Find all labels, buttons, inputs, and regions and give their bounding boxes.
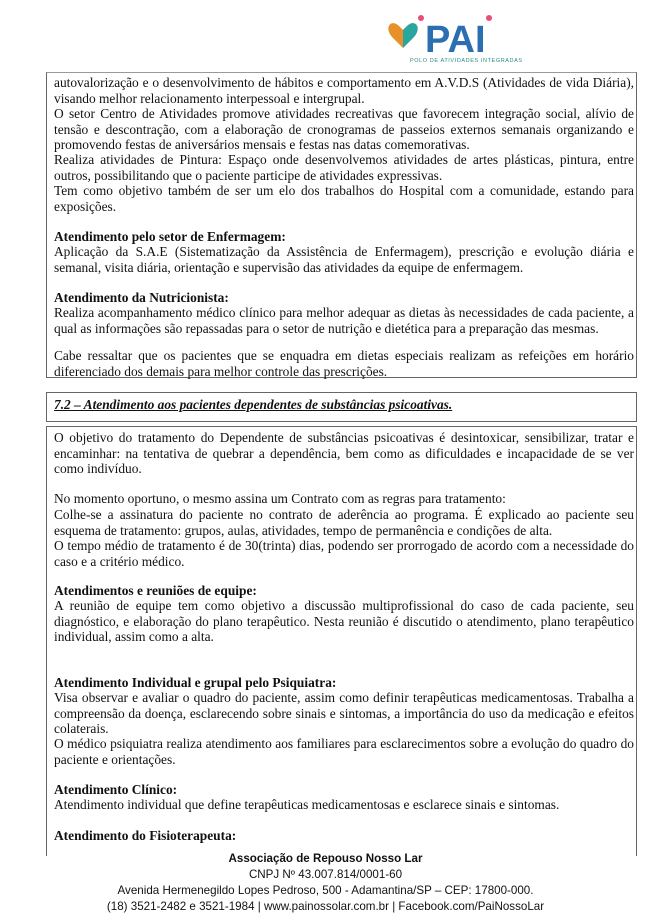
- paragraph: Realiza atividades de Pintura: Espaço onde desenvolvemos atividades de artes plásticas, pintura, entre outros, possibilitando que o paciente participe de atividades expressivas.: [54, 152, 634, 183]
- paragraph: O médico psiquiatra realiza atendimento aos familiares para esclarecimentos sobre a evolução do quadro do paciente e orientações.: [54, 736, 634, 767]
- pai-logo: [385, 12, 525, 62]
- footer-cnpj: CNPJ Nº 43.007.814/0001-60: [248, 868, 403, 881]
- heading-clinico: Atendimento Clínico:: [54, 782, 178, 797]
- paragraph: Atendimento individual que define terapêuticas medicamentosas e esclarece sinais e sintomas.: [54, 797, 560, 812]
- logo-text: PAI: [425, 19, 486, 61]
- paragraph: O setor Centro de Atividades promove atividades recreativas que favorecem integração social, alívio de tensão e descontração, com a elaboração de cronogramas de passeios externos semanais organizando e promovendo festas de aniversários mensais e festas nas datas comemorativas.: [54, 106, 634, 153]
- paragraph: O objetivo do tratamento do Dependente de substâncias psicoativas é desintoxicar, sensibilizar, tratar e encaminhar: na tentativa de quebrar a dependência, bem como as dificuldades e incapacidade de se ver como indivíduo.: [54, 430, 634, 477]
- paragraph: No momento oportuno, o mesmo assina um Contrato com as regras para tratamento:: [54, 491, 506, 506]
- heading-fisioterapeuta: Atendimento do Fisioterapeuta:: [54, 828, 237, 843]
- heading-psiquiatra: Atendimento Individual e grupal pelo Psiquiatra:: [54, 675, 337, 690]
- heading-enfermagem: Atendimento pelo setor de Enfermagem:: [54, 229, 286, 244]
- section-title: 7.2 – Atendimento aos pacientes dependentes de substâncias psicoativas.: [54, 397, 453, 412]
- paragraph: A reunião de equipe tem como objetivo a discussão multiprofissional do caso de cada paciente, seu diagnóstico, e elaboração do plano terapêutico. Nesta reunião é discutido o atendimento, plano terapêutico individual, assim como a alta.: [54, 598, 634, 645]
- heading-equipe: Atendimentos e reuniões de equipe:: [54, 583, 257, 598]
- footer-org: Associação de Repouso Nosso Lar: [228, 852, 423, 865]
- paragraph: Aplicação da S.A.E (Sistematização da Assistência de Enfermagem), prescrição e evolução diária e semanal, visita diária, orientação e supervisão das atividades da equipe de enfermagem.: [54, 244, 634, 275]
- paragraph: Cabe ressaltar que os pacientes que se enquadra em dietas especiais realizam as refeições em horário diferenciado dos demais para melhor controle das prescrições.: [54, 348, 634, 379]
- paragraph: Realiza acompanhamento médico clínico para melhor adequar as dietas às necessidades de cada paciente, a qual as informações são repassadas para o setor de nutrição e dietética para a preparação das mesmas.: [54, 305, 634, 336]
- paragraph: autovalorização e o desenvolvimento de hábitos e comportamento em A.V.D.S (Atividades de vida Diária), visando melhor relacionamento interpessoal e intergrupal.: [54, 75, 634, 106]
- paragraph: Tem como objetivo também de ser um elo dos trabalhos do Hospital com a comunidade, estando para exposições.: [54, 183, 634, 214]
- logo-subtitle: POLO DE ATIVIDADES INTEGRADAS: [410, 58, 523, 64]
- paragraph: Visa observar e avaliar o quadro do paciente, assim como definir terapêuticas medicamentosas. Trabalha a compreensão da doença, esclarecendo sobre sinais e sintomas, a importância do uso da medicação e efeitos colaterais.: [54, 690, 634, 737]
- footer-contact: (18) 3521-2482 e 3521-1984 | www.painossolar.com.br | Facebook.com/PaiNossoLar: [106, 900, 545, 913]
- paragraph: O tempo médio de tratamento é de 30(trinta) dias, podendo ser prorrogado de acordo com a necessidade do caso e a critério médico.: [54, 538, 634, 569]
- heading-nutricionista: Atendimento da Nutricionista:: [54, 290, 229, 305]
- paragraph: Colhe-se a assinatura do paciente no contrato de aderência ao programa. É explicado ao paciente seu esquema de tratamento: grupos, aulas, atividades, tempo de permanência e condições de alta.: [54, 507, 634, 538]
- footer-address: Avenida Hermenegildo Lopes Pedroso, 500 - Adamantina/SP – CEP: 17800-000.: [117, 884, 534, 897]
